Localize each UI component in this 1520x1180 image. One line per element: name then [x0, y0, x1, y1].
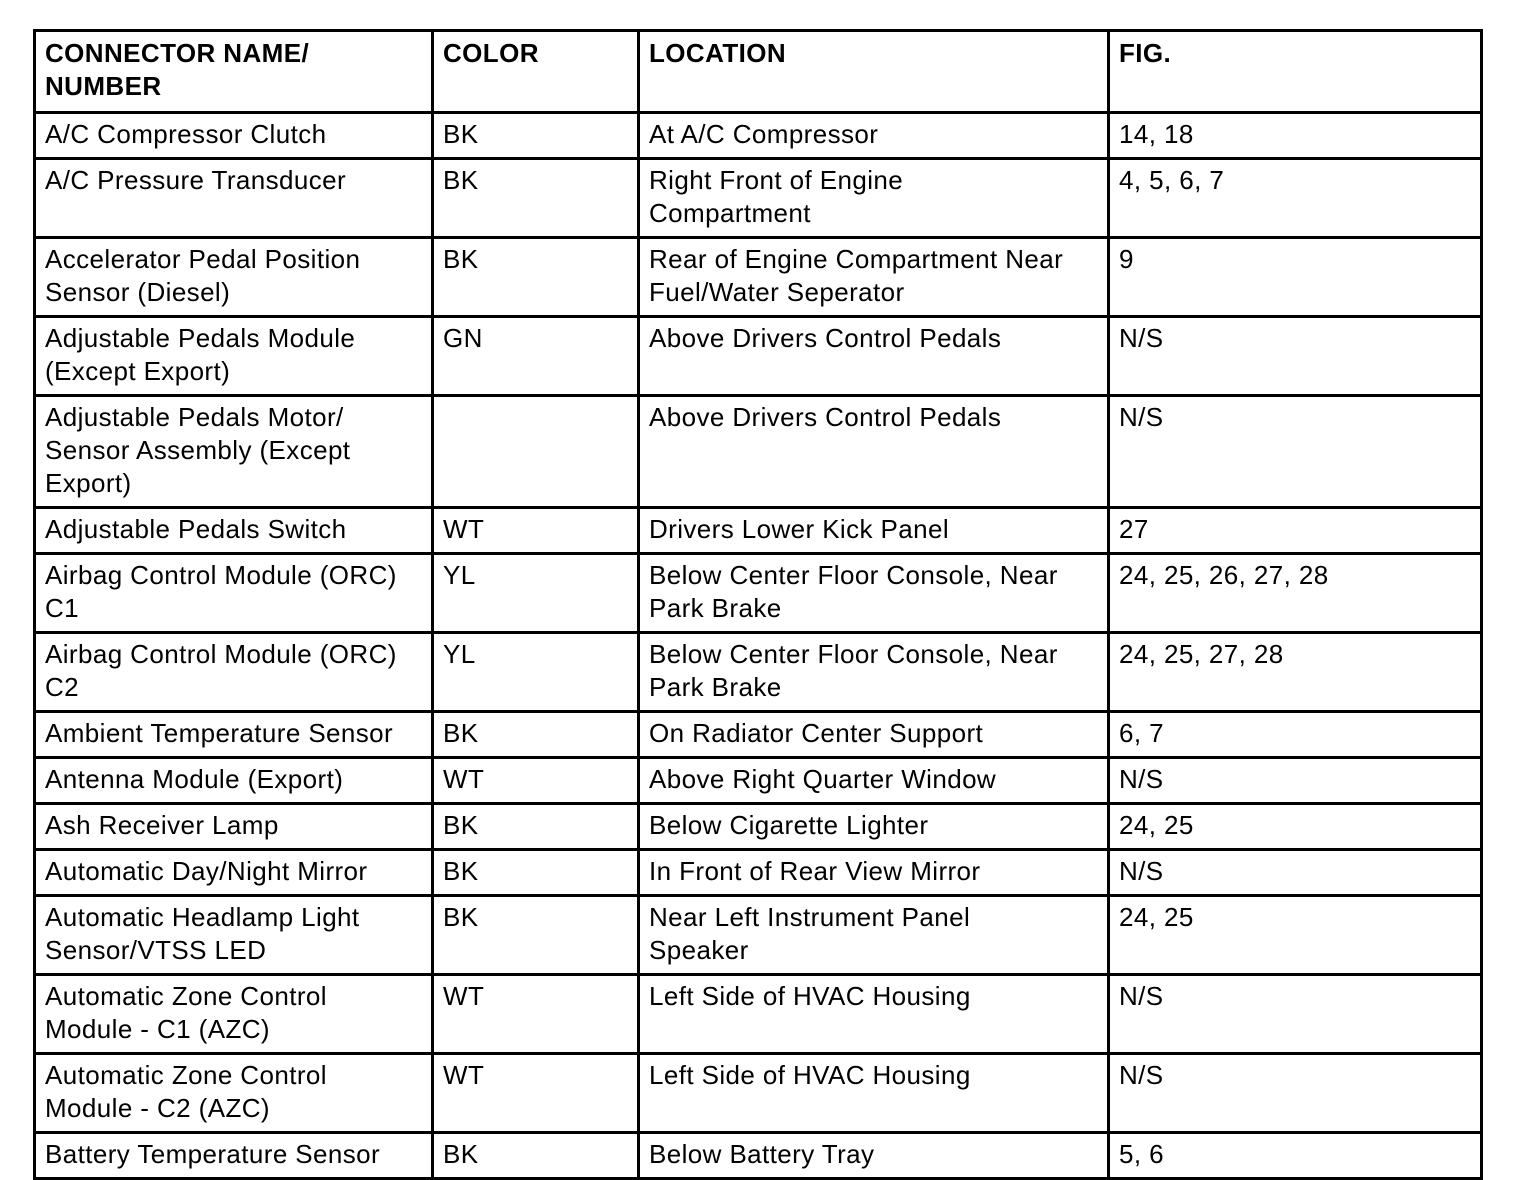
cell-connector-name: Automatic Zone Control Module - C2 (AZC)	[35, 1054, 433, 1133]
cell-color: WT	[433, 508, 639, 554]
cell-connector-name: Ash Receiver Lamp	[35, 804, 433, 850]
cell-color: BK	[433, 113, 639, 159]
cell-connector-name: Adjustable Pedals Module (Except Export)	[35, 317, 433, 396]
cell-fig: 6, 7	[1109, 712, 1482, 758]
header-fig: FIG.	[1109, 31, 1482, 113]
cell-fig: N/S	[1109, 758, 1482, 804]
table-row	[35, 1133, 1482, 1179]
cell-fig: 24, 25	[1109, 896, 1482, 975]
cell-color: WT	[433, 1054, 639, 1133]
table-row	[35, 896, 1482, 975]
cell-color: YL	[433, 633, 639, 712]
table-row	[35, 712, 1482, 758]
cell-color: BK	[433, 238, 639, 317]
cell-location: Below Center Floor Console, Near Park Brake	[639, 633, 1109, 712]
table-row	[35, 317, 1482, 396]
cell-location: Above Drivers Control Pedals	[639, 396, 1109, 508]
cell-connector-name: A/C Compressor Clutch	[35, 113, 433, 159]
cell-color: YL	[433, 554, 639, 633]
header-row	[35, 31, 1482, 113]
cell-color: BK	[433, 159, 639, 238]
cell-location: Above Drivers Control Pedals	[639, 317, 1109, 396]
cell-fig: 9	[1109, 238, 1482, 317]
cell-fig: 27	[1109, 508, 1482, 554]
cell-location: Drivers Lower Kick Panel	[639, 508, 1109, 554]
table-row	[35, 113, 1482, 159]
cell-location: At A/C Compressor	[639, 113, 1109, 159]
cell-fig: 14, 18	[1109, 113, 1482, 159]
cell-location: On Radiator Center Support	[639, 712, 1109, 758]
cell-fig: 24, 25, 27, 28	[1109, 633, 1482, 712]
cell-color: WT	[433, 975, 639, 1054]
table-row	[35, 396, 1482, 508]
cell-connector-name: A/C Pressure Transducer	[35, 159, 433, 238]
cell-fig: 4, 5, 6, 7	[1109, 159, 1482, 238]
cell-location: Near Left Instrument Panel Speaker	[639, 896, 1109, 975]
cell-connector-name: Automatic Headlamp Light Sensor/VTSS LED	[35, 896, 433, 975]
cell-fig: N/S	[1109, 850, 1482, 896]
cell-fig: N/S	[1109, 396, 1482, 508]
table-row	[35, 633, 1482, 712]
cell-connector-name: Automatic Zone Control Module - C1 (AZC)	[35, 975, 433, 1054]
cell-fig: 24, 25, 26, 27, 28	[1109, 554, 1482, 633]
cell-connector-name: Battery Temperature Sensor	[35, 1133, 433, 1179]
table-body	[35, 113, 1482, 1179]
cell-connector-name: Airbag Control Module (ORC) C1	[35, 554, 433, 633]
table-row	[35, 1054, 1482, 1133]
cell-color: BK	[433, 712, 639, 758]
table-row	[35, 758, 1482, 804]
cell-location: Below Center Floor Console, Near Park Brake	[639, 554, 1109, 633]
cell-color: GN	[433, 317, 639, 396]
table-row	[35, 159, 1482, 238]
cell-location: Left Side of HVAC Housing	[639, 975, 1109, 1054]
cell-location: Above Right Quarter Window	[639, 758, 1109, 804]
table-row	[35, 975, 1482, 1054]
table-row	[35, 238, 1482, 317]
cell-location: In Front of Rear View Mirror	[639, 850, 1109, 896]
cell-color: BK	[433, 804, 639, 850]
cell-connector-name: Automatic Day/Night Mirror	[35, 850, 433, 896]
cell-location: Below Cigarette Lighter	[639, 804, 1109, 850]
cell-color: BK	[433, 850, 639, 896]
connector-location-table	[33, 29, 1483, 1180]
cell-location: Right Front of Engine Compartment	[639, 159, 1109, 238]
cell-location: Rear of Engine Compartment Near Fuel/Water Seperator	[639, 238, 1109, 317]
cell-location: Below Battery Tray	[639, 1133, 1109, 1179]
cell-fig: 24, 25	[1109, 804, 1482, 850]
cell-color	[433, 396, 639, 508]
header-location: LOCATION	[639, 31, 1109, 113]
cell-connector-name: Antenna Module (Export)	[35, 758, 433, 804]
table-row	[35, 804, 1482, 850]
cell-connector-name: Accelerator Pedal Position Sensor (Diesel)	[35, 238, 433, 317]
cell-color: BK	[433, 896, 639, 975]
cell-connector-name: Adjustable Pedals Switch	[35, 508, 433, 554]
cell-color: BK	[433, 1133, 639, 1179]
cell-fig: N/S	[1109, 1054, 1482, 1133]
cell-fig: N/S	[1109, 317, 1482, 396]
cell-fig: N/S	[1109, 975, 1482, 1054]
cell-connector-name: Airbag Control Module (ORC) C2	[35, 633, 433, 712]
cell-connector-name: Adjustable Pedals Motor/ Sensor Assembly (Except Export)	[35, 396, 433, 508]
table-row	[35, 508, 1482, 554]
header-color: COLOR	[433, 31, 639, 113]
cell-color: WT	[433, 758, 639, 804]
header-connector-name: CONNECTOR NAME/ NUMBER	[35, 31, 433, 113]
cell-location: Left Side of HVAC Housing	[639, 1054, 1109, 1133]
table-row	[35, 850, 1482, 896]
table-header	[35, 31, 1482, 113]
cell-connector-name: Ambient Temperature Sensor	[35, 712, 433, 758]
table-row	[35, 554, 1482, 633]
cell-fig: 5, 6	[1109, 1133, 1482, 1179]
